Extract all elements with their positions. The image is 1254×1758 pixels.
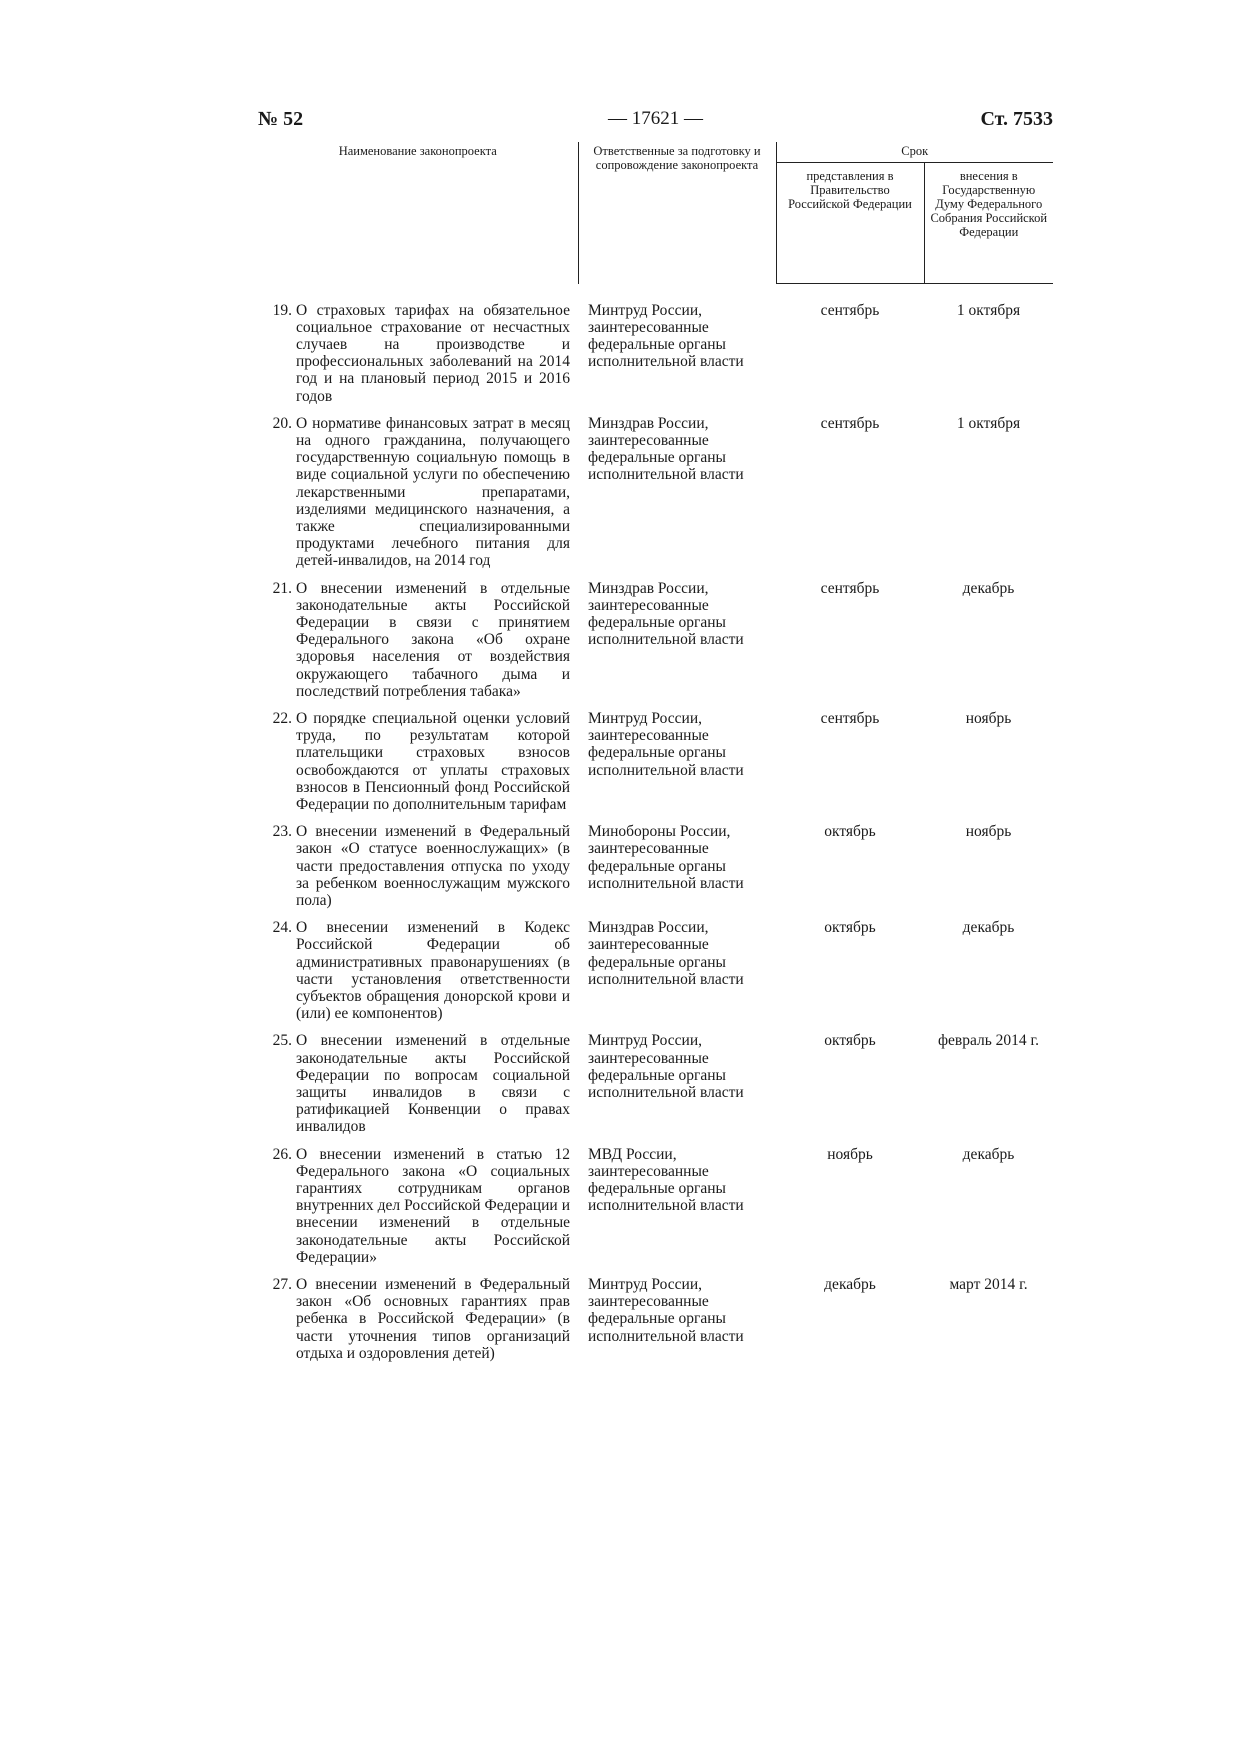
table-row [258,284,1053,415]
row-number: 21. [272,579,292,597]
article-number: Ст. 7533 [980,108,1053,130]
bill-title: О внесении изменений в Федеральный закон «Об основных гарантиях прав ребенка в Российской Федерации» (в части уточнения типов организаций отдыха и оздоровления детей) [296,1276,570,1362]
responsible-cell: МВД России, заинтересованные федеральные органы исполнительной власти [588,1145,744,1215]
bill-title: О страховых тарифах на обязательное социальное страхование от несчастных случаев на производстве и профессиональных заболеваний на 2014 год и на плановый период 2015 и 2016 годов [296,301,570,405]
column-header-term: Срок [776,142,1053,163]
introduction-date: декабрь [962,579,1015,597]
row-number: 25. [272,1032,292,1050]
bill-title: О порядке специальной оценки условий труда, по результатам которой плательщики страховых взносов освобождаются от уплаты страховых взносов в Пенсионный фонд Российской Федерации по дополнительным тарифам [296,709,570,813]
introduction-date: февраль 2014 г. [937,1032,1040,1050]
responsible-cell: Минобороны России, заинтересованные федеральные органы исполнительной власти [588,823,744,892]
table-row [258,1032,1053,1145]
responsible-cell: Минтруд России, заинтересованные федеральные органы исполнительной власти [588,301,744,371]
table-header [258,142,1053,284]
table-row [258,823,1053,919]
bill-title: О внесении изменений в статью 12 Федерального закона «О социальных гарантиях сотрудникам органов внутренних дел Российской Федерации и внесении изменений в отдельные законодательные акты Российской Федерации» [296,1145,570,1266]
bill-title: О внесении изменений в Федеральный закон «О статусе военнослужащих» (в части предоставления отпуска по уходу за ребенком военнослужащим мужского пола) [296,823,570,909]
column-header-responsible: Ответственные за подготовку и сопровождение законопроекта [578,142,776,284]
introduction-date: ноябрь [965,823,1012,841]
submission-date: сентябрь [820,302,880,319]
submission-date: октябрь [824,919,876,937]
table-row [258,580,1053,710]
submission-date: декабрь [824,1276,876,1294]
submission-date: сентябрь [820,709,880,727]
bill-title: О нормативе финансовых затрат в месяц на одного гражданина, получающего государственную социальную помощь в виде социальной услуги по обеспечению лекарственными препаратами, изделиями медицинского назначения, а также специализированными продуктами лечебного питания для детей-инвалидов, на 2014 год [296,414,570,570]
column-header-submission: представления в Правительство Российской Федерации [776,163,924,284]
submission-date: октябрь [824,823,876,841]
bills-table [258,142,1053,1372]
responsible-cell: Минтруд России, заинтересованные федеральные органы исполнительной власти [588,1276,744,1345]
introduction-date: декабрь [962,1145,1015,1163]
row-number: 22. [272,709,292,727]
introduction-date: ноябрь [965,709,1012,727]
introduction-date: 1 октября [956,414,1021,432]
introduction-date: март 2014 г. [949,1276,1028,1294]
table-row [258,415,1053,580]
row-number: 20. [272,414,292,432]
row-number: 23. [272,823,292,841]
submission-date: сентябрь [820,579,880,597]
table-row [258,710,1053,823]
submission-date: октябрь [824,1032,876,1050]
column-header-introduction: внесения в Государственную Думу Федерального Собрания Российской Федерации [924,163,1053,284]
column-header-name: Наименование законопроекта [258,142,578,284]
responsible-cell: Минздрав России, заинтересованные федеральные органы исполнительной власти [588,414,744,484]
submission-date: сентябрь [820,414,880,432]
page-number: — 17621 — [608,108,703,129]
responsible-cell: Минтруд России, заинтересованные федеральные органы исполнительной власти [588,1032,744,1102]
introduction-date: декабрь [962,919,1015,937]
introduction-date: 1 октября [956,302,1021,319]
bill-title: О внесении изменений в отдельные законодательные акты Российской Федерации в связи с принятием Федерального закона «Об охране здоровья населения от воздействия окружающего табачного дыма и последствий потребления табака» [296,579,570,700]
bill-title: О внесении изменений в отдельные законодательные акты Российской Федерации по вопросам социальной защиты инвалидов в связи с ратификацией Конвенции о правах инвалидов [296,1032,570,1136]
row-number: 19. [272,301,292,319]
page-header [258,108,1053,138]
submission-date: ноябрь [827,1145,873,1163]
table-row [258,1276,1053,1372]
responsible-cell: Минздрав России, заинтересованные федеральные органы исполнительной власти [588,579,744,649]
issue-number: № 52 [258,108,304,130]
responsible-cell: Минздрав России, заинтересованные федеральные органы исполнительной власти [588,919,744,988]
row-number: 26. [272,1145,292,1163]
row-number: 27. [272,1276,292,1294]
bill-title: О внесении изменений в Кодекс Российской Федерации об административных правонарушениях (в части установления ответственности субъектов обращения донорской крови и (или) ее компонентов) [296,919,570,1023]
row-number: 24. [272,919,292,937]
table-row [258,1146,1053,1276]
responsible-cell: Минтруд России, заинтересованные федеральные органы исполнительной власти [588,709,744,779]
table-row [258,919,1053,1032]
